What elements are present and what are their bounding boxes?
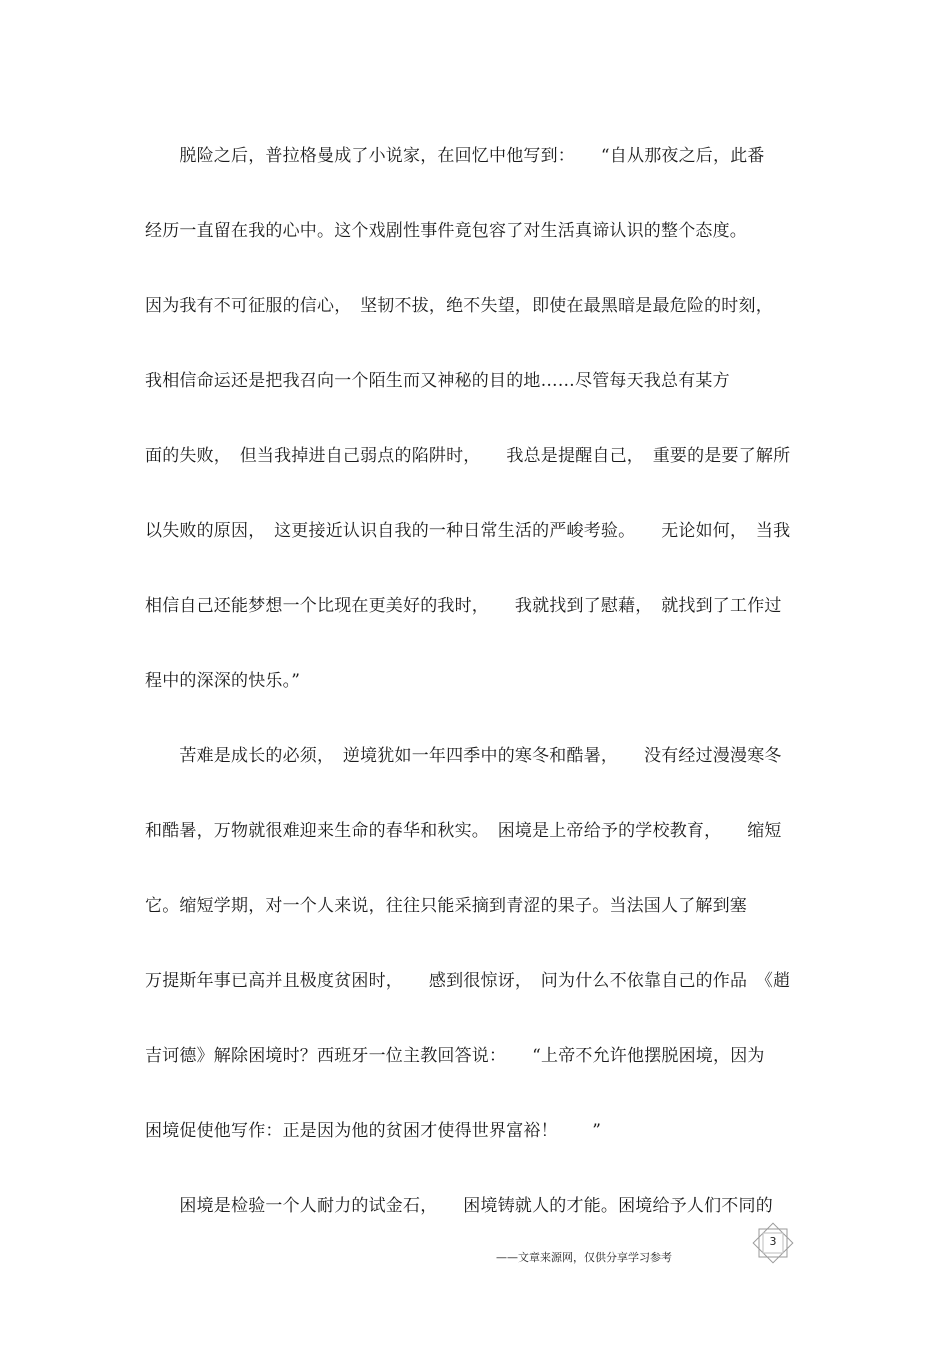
body-text-line: 困境促使他写作：正是因为他的贫困才使得世界富裕！ ” — [145, 1121, 602, 1141]
body-text-line: 吉诃德》解除困境时？西班牙一位主教回答说： “上帝不允许他摆脱困境，因为 — [145, 1046, 765, 1066]
body-text-line: 它。缩短学期，对一个人来说，往往只能采摘到青涩的果子。当法国人了解到塞 — [145, 896, 747, 916]
body-text-line: 程中的深深的快乐。” — [145, 671, 301, 691]
body-text-line: 因为我有不可征服的信心， 坚韧不拔，绝不失望，即使在最黑暗是最危险的时刻， — [145, 296, 773, 316]
body-text-line: 我相信命运还是把我召向一个陌生而又神秘的目的地……尽管每天我总有某方 — [145, 371, 730, 391]
page-number-badge — [750, 1220, 796, 1266]
body-text-line: 万提斯年事已高并且极度贫困时， 感到很惊讶， 问为什么不依靠自己的作品 《趙 — [145, 971, 791, 991]
body-text-line: 脱险之后，普拉格曼成了小说家，在回忆中他写到： “自从那夜之后，此番 — [145, 146, 765, 166]
body-text-line: 经历一直留在我的心中。这个戏剧性事件竟包容了对生活真谛认识的整个态度。 — [145, 221, 747, 241]
page-number: 3 — [769, 1235, 777, 1248]
body-text-line: 相信自己还能梦想一个比现在更美好的我时， 我就找到了慰藉， 就找到了工作过 — [145, 596, 782, 616]
source-note: ——文章来源网，仅供分享学习参考 — [496, 1251, 672, 1264]
body-text-line: 和酷暑，万物就很难迎来生命的春华和秋实。 困境是上帝给予的学校教育， 缩短 — [145, 821, 782, 841]
body-text-line: 困境是检验一个人耐力的试金石， 困境铸就人的才能。困境给予人们不同的 — [145, 1196, 773, 1216]
body-text-line: 苦难是成长的必须， 逆境犹如一年四季中的寒冬和酷暑， 没有经过漫漫寒冬 — [145, 746, 782, 766]
body-text-line: 以失败的原因， 这更接近认识自我的一种日常生活的严峻考验。 无论如何， 当我 — [145, 521, 791, 541]
body-text-line: 面的失败， 但当我掉进自己弱点的陷阱时， 我总是提醒自己， 重要的是要了解所 — [145, 446, 791, 466]
